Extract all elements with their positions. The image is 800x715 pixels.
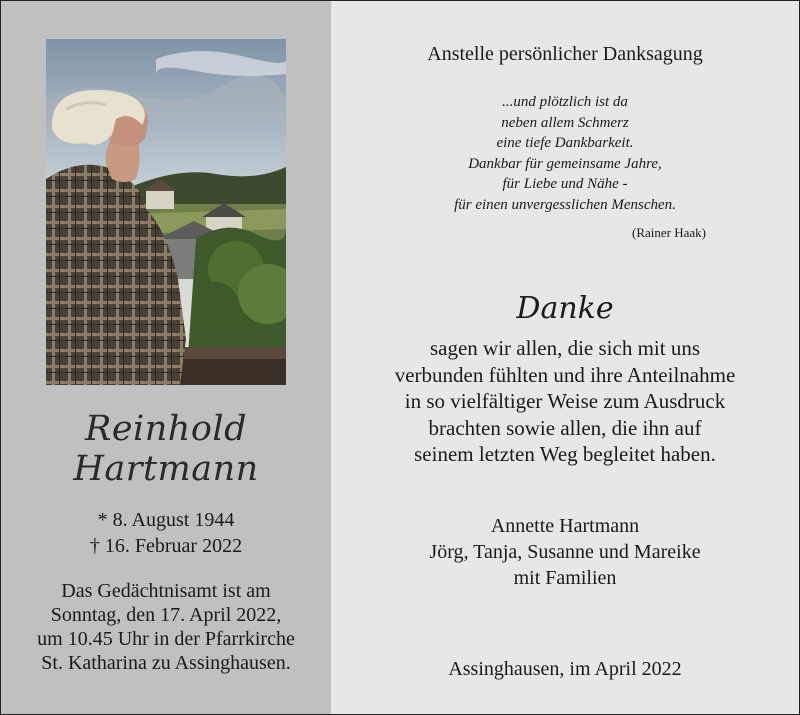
birth-date: * 8. August 1944 [97, 509, 235, 531]
portrait-photo [46, 39, 286, 385]
death-date: † 16. Februar 2022 [89, 535, 243, 557]
heading: Anstelle persönlicher Danksagung [427, 43, 703, 65]
mass-line: Sonntag, den 17. April 2022, [50, 604, 282, 626]
thanks-line: in so vielfältiger Weise zum Ausdruck [404, 389, 726, 413]
family-line: Annette Hartmann [490, 515, 640, 537]
place-date: Assinghausen, im April 2022 [448, 658, 682, 680]
deceased-last-name: Hartmann [73, 449, 259, 489]
poem-line: für einen unvergesslichen Menschen. [454, 196, 676, 213]
thanks-line: sagen wir allen, die sich mit uns [429, 336, 701, 360]
portrait-illustration [46, 39, 286, 385]
poem-line: für Liebe und Nähe - [502, 176, 628, 192]
mass-line: Das Gedächtnisamt ist am [61, 580, 271, 602]
thanks-line: brachten sowie allen, die ihn auf [428, 415, 702, 440]
poem [331, 92, 799, 215]
poem-line: Dankbar für gemeinsame Jahre, [468, 155, 662, 172]
thanks-line: seinem letzten Weg begleitet haben. [414, 442, 716, 466]
mass-line: St. Katharina zu Assinghausen. [41, 652, 291, 674]
family-line: mit Familien [513, 567, 617, 589]
poem-author: (Rainer Haak) [632, 225, 706, 240]
deceased-first-name: Reinhold [84, 409, 247, 449]
memorial-mass-info [1, 579, 331, 675]
family-line: Jörg, Tanja, Susanne und Mareike [429, 541, 701, 563]
mass-line: um 10.45 Uhr in der Pfarrkirche [37, 628, 295, 650]
left-panel [1, 1, 331, 714]
right-panel [331, 1, 799, 714]
family-signature [331, 513, 799, 591]
danke-heading: Danke [516, 291, 614, 326]
poem-line: eine tiefe Dankbarkeit. [496, 135, 634, 151]
poem-line: ...und plötzlich ist da [502, 94, 628, 110]
poem-line: neben allem Schmerz [501, 114, 629, 131]
thanks-line: verbunden fühlten und ihre Anteilnahme [394, 362, 736, 387]
thanks-text [331, 335, 799, 468]
